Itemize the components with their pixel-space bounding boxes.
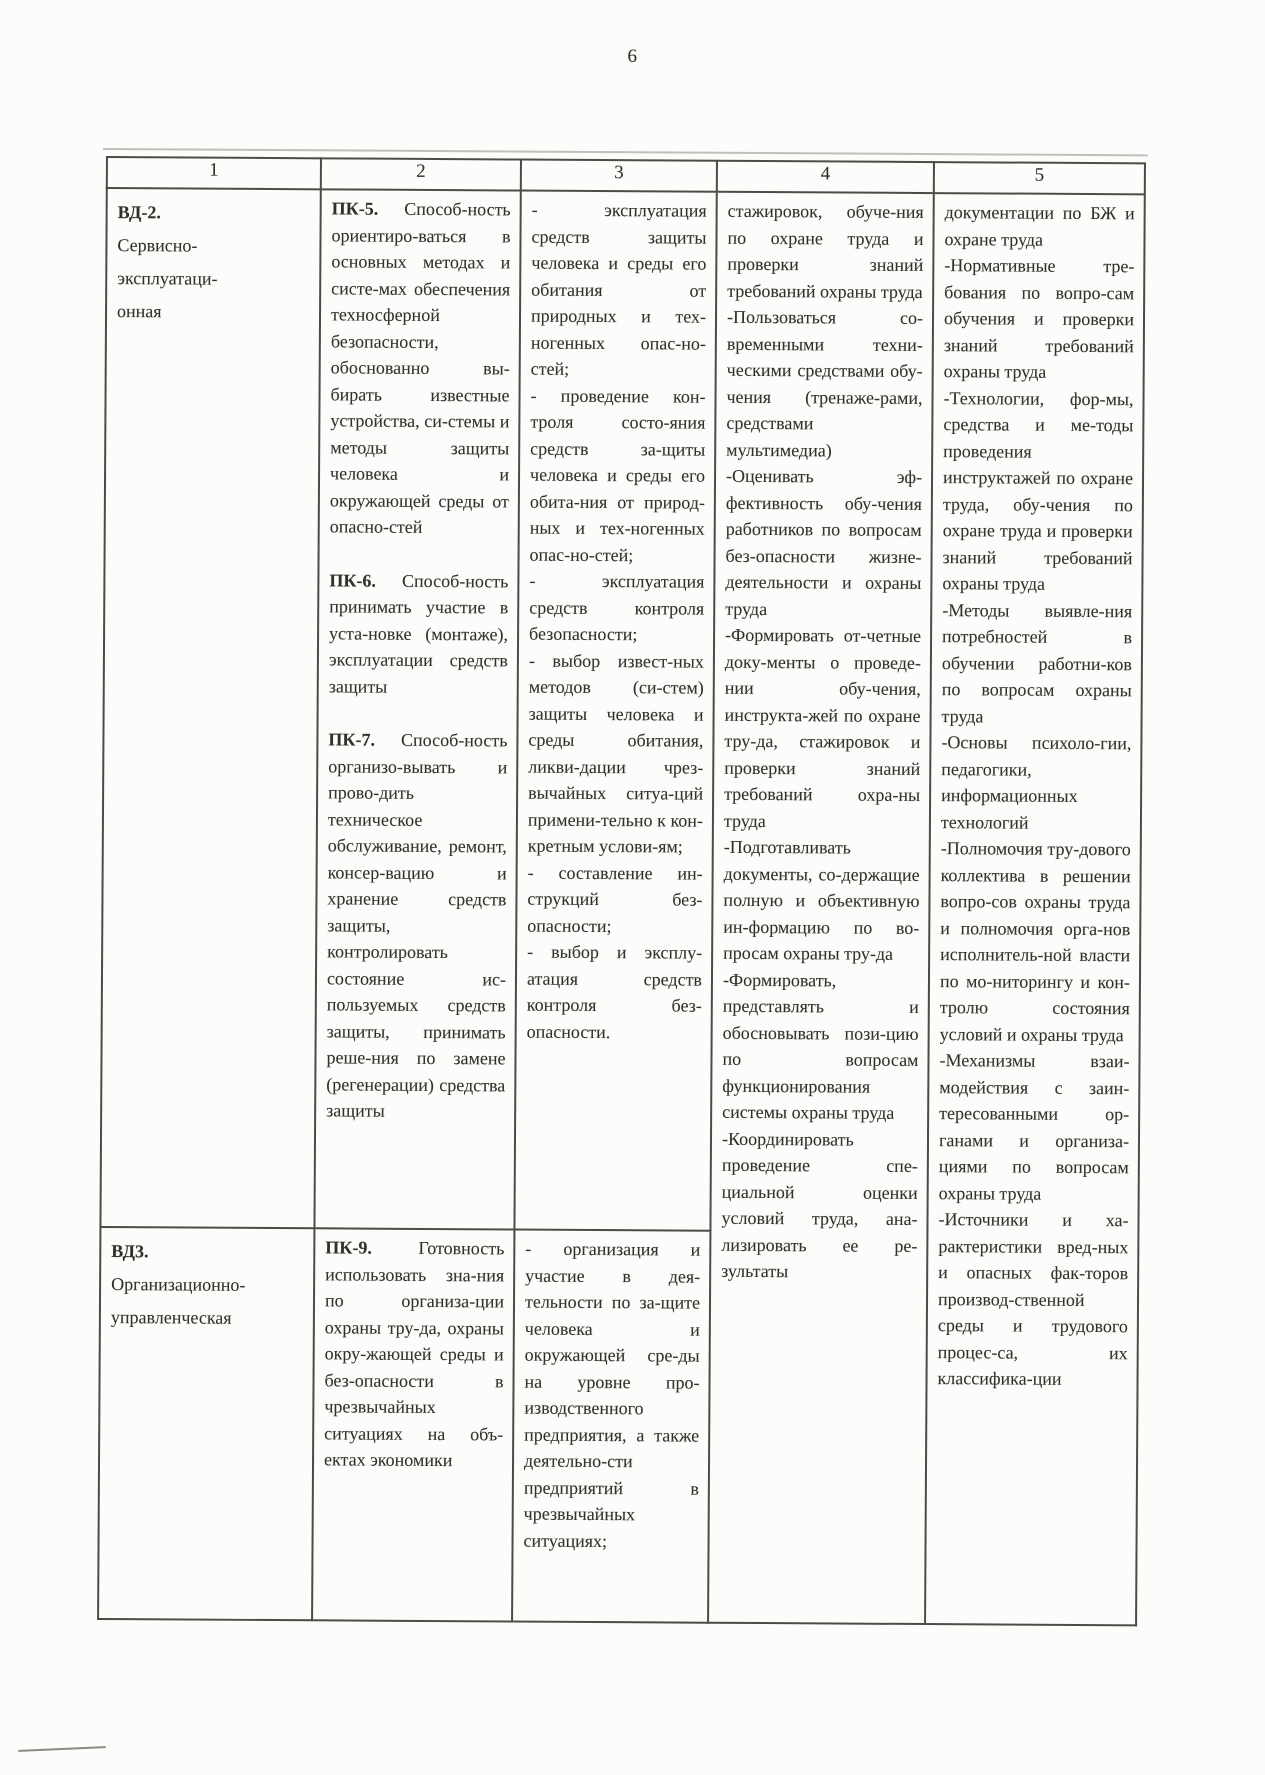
column5-item: -Методы выявле-ния потребностей в обучении работни-ков по вопросам охраны труда [941,599,1133,726]
activity-cell-vd2 [100,188,320,1228]
column3-item: - выбор и эксплу-атация средств контроля без-опасности. [526,941,703,1042]
competency-text: Способ-ность ориентиро-ваться в основных методах и систе-мах обеспечения техносферной безопасности, обоснованно вы-бирать известные устройства, си-стемы и методы защиты человека и окружающей среды от опасно-стей [329,198,511,537]
competency-item [324,1234,504,1474]
scan-artifact-line [18,1746,106,1752]
activity-label: Сервисно- эксплуатаци- онная [116,235,218,322]
column4-item: -Подготавливать документы, со-держащие полную и объективную ин-формацию по во-просам охраны тру-да [723,836,920,964]
page-number: 6 [627,46,638,67]
competency-code: ПК-6. [329,569,377,591]
table-header-cell-2: 2 [321,158,521,190]
column5-item: -Полномочия тру-дового коллектива в решении вопро-сов охраны труда и полномочия орга-нов исполнитель-ной власти по мо-ниторингу и кон-тролю состояния условий и охраны труда [939,838,1131,1045]
column5-item: -Основы психоло-гии, педагогики, информационных технологий [940,732,1132,833]
table-header-cell-1: 1 [107,157,321,189]
competency-table [97,156,1146,1626]
column5-item: -Механизмы взаи-модействия с заин-тересованными ор-ганами и организа-циями по вопросам охраны труда [938,1050,1130,1204]
column4-item: -Формировать, представлять и обосновывать пози-цию по вопросам функционирования системы охраны труда [722,969,919,1123]
column4-item: -Координировать проведение спе-циальной оценки условий труда, ана-лизировать ее ре-зультаты [721,1128,918,1282]
column3-item: - эксплуатация средств контроля безопасности; [529,570,705,645]
table-header-cell-3: 3 [521,160,717,192]
column3-cell-vd2 [514,191,716,1231]
column5-item: -Источники и ха-рактеристики вред-ных и опасных фак-торов производ-ственной среды и трудового процес-са, их классифика-ции [937,1209,1129,1389]
activity-code: ВД-2. [117,202,161,223]
activity-cell-vd3 [98,1227,314,1620]
column4-cell [708,192,934,1624]
column4-item: -Формировать от-четные доку-менты о проведе-нии обу-чения, инструкта-жей по охране тру-да, стажировок и проверки знаний требований охра-ны труда [723,624,922,831]
column4-item: -Оценивать эф-фективность обу-чения работников по вопросам без-опасности жизне-деятельности и охраны труда [725,465,923,619]
column5-item: -Нормативные тре-бования по вопро-сам обучения и проверки знаний требований охраны труда [943,255,1135,382]
competencies-cell-vd2 [314,189,520,1229]
column3-item: - составление ин-струкций без-опасности; [527,862,703,936]
competency-text: Способ-ность принимать участие в уста-новке (монтаже), эксплуатации средств защиты [328,570,509,697]
column5-cell [925,193,1145,1625]
column5-item: документации по БЖ и охране труда [944,202,1135,250]
column3-item: - эксплуатация средств защиты человека и среды его обитания от природных и тех-ногенных опас-но-стей; [530,199,707,379]
table-row-vd2 [100,188,1144,1233]
competencies-cell-vd3 [312,1228,514,1621]
competency-item [329,567,509,701]
column4-item: -Пользоваться со-временными техни-ческими средствами обу-чения (тренаже-рами, средствами мультимедиа) [726,306,924,460]
competency-code: ПК-7. [328,729,376,750]
competency-text: Готовность использовать зна-ния по организа-ции охраны тру-да, охраны окру-жающей среды и без-опасности в чрезвычайных ситуациях на объ-ектах экономики [323,1237,505,1471]
column3-item: - организация и участие в дея-тельности по за-щите человека и окружающей сре-ды на уровне про-изводственного предприятия, а также деятельно-сти предприятий в чрезвычайных ситуациях; [523,1238,701,1551]
column3-item: - проведение кон-троля состо-яния средств за-щиты человека и среды его обита-ния от природ-ных и тех-ногенных опас-но-стей; [529,385,706,565]
column3-item: - выбор извест-ных методов (си-стем) защиты человека и среды обитания, ликви-дации чрез-вычайных ситуа-ций примени-тельно к кон-кретным услови-ям; [527,650,704,857]
competency-item [330,195,511,541]
table-wrap [97,156,1144,1626]
column3-cell-vd3 [512,1230,710,1623]
competency-code: ПК-9. [325,1237,372,1258]
activity-code: ВД3. [111,1241,149,1262]
competency-code: ПК-5. [331,198,379,219]
competency-item [326,726,507,1125]
column5-item: -Технологии, фор-мы, средства и ме-тоды проведения инструктажей по охране труда, обу-чения по охране труда и проверки знаний требований охраны труда [942,387,1134,594]
table-header-cell-4: 4 [717,161,934,193]
competency-text: Способ-ность организо-вывать и прово-дить техническое обслуживание, ремонт, консер-вацию и хранение средств защиты, контролировать состояние ис-пользуемых средств защиты, принимать реше-ния по замене (регенерации) средства защиты [326,729,508,1121]
column4-item: стажировок, обуче-ния по охране труда и проверки знаний требований охраны труда [727,200,924,302]
table-header-cell-5: 5 [934,162,1145,194]
activity-label: Организационно- управленческая [110,1274,246,1328]
